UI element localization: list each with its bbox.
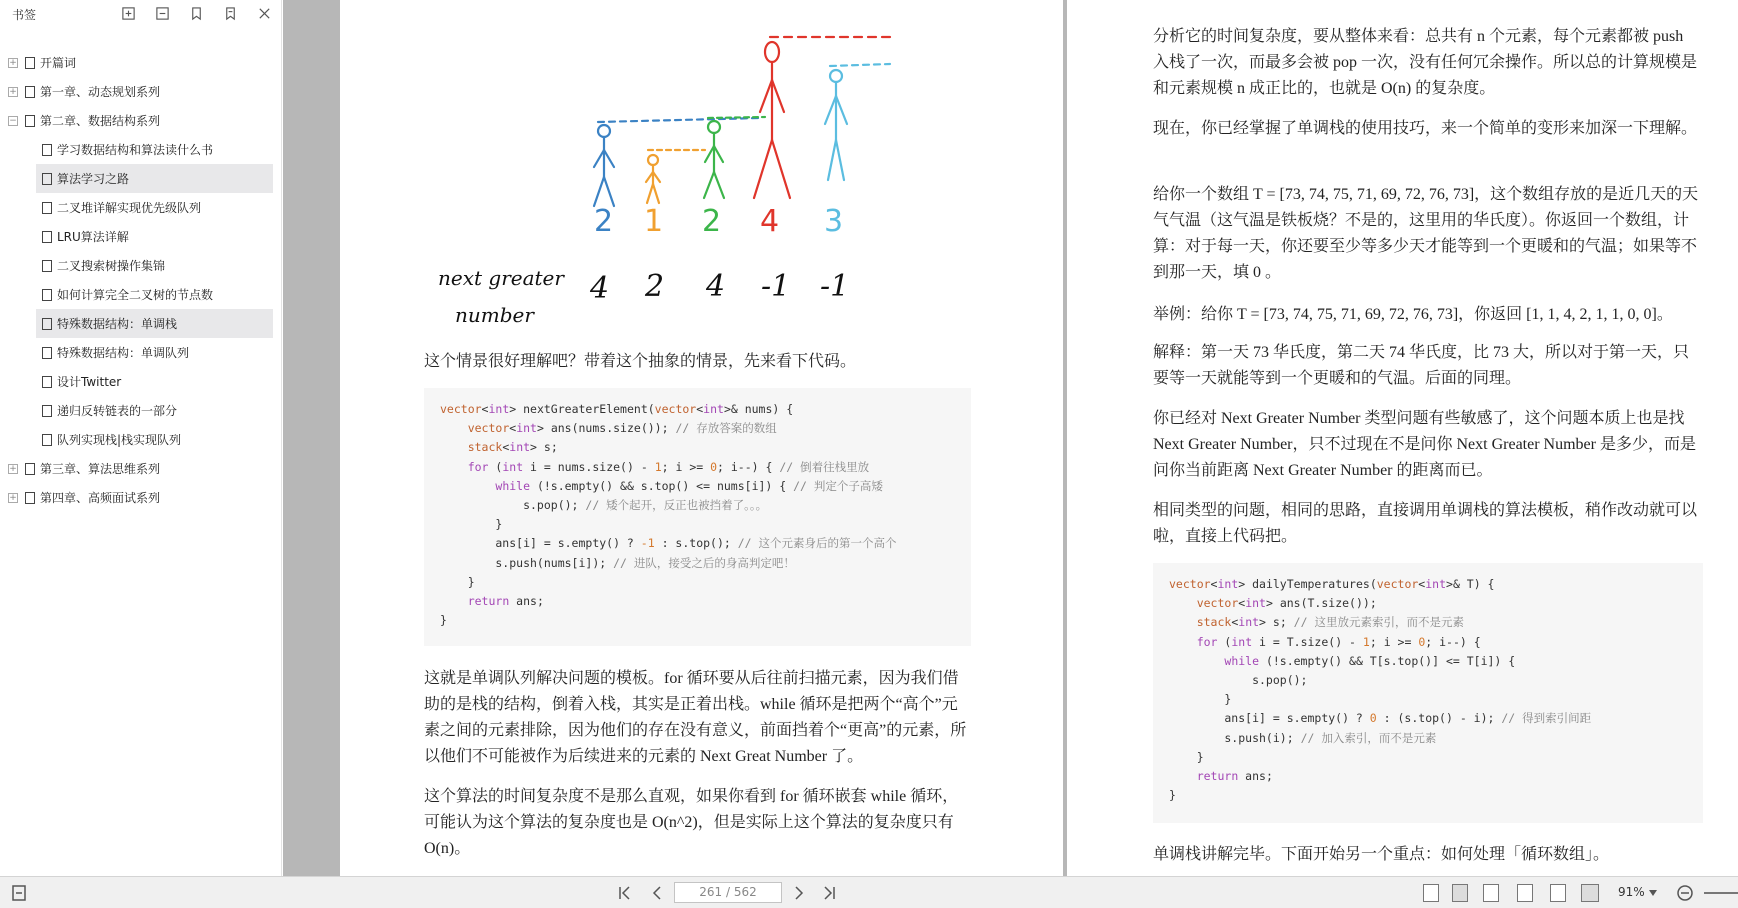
bookmark-item[interactable] (36, 164, 273, 193)
bookmark-icon (25, 492, 35, 504)
code-block-daily-temperatures: vector<int> dailyTemperatures(vector<int>& T) { vector<int> ans(T.size()); stack<int> s; // 这里放元素索引，而不是元素 for (int i = T.size() - 1; i >= 0; i--) { while (!s.empty() && T[s.top()] <= T[i]) { s.pop(); } ans[i] = s.empty() ? 0 : (s.top() - i); // 得到索引间距 s.push(i); // 加入索引，而不是元素 } return ans; } (1153, 563, 1703, 823)
bookmark-icon[interactable] (185, 3, 207, 23)
bookmark-item[interactable] (0, 106, 281, 135)
bookmark-item[interactable] (0, 338, 281, 367)
figure-number-4: 3 (824, 204, 844, 239)
fit-width-view-icon[interactable] (1483, 884, 1499, 902)
single-page-view-icon[interactable] (1423, 884, 1439, 902)
bookmark-add-icon[interactable] (219, 3, 241, 23)
bookmark-icon (42, 289, 52, 301)
bookmark-item[interactable] (0, 222, 281, 251)
zoom-dropdown-icon[interactable] (1646, 883, 1660, 903)
bookmark-icon (25, 115, 35, 127)
bookmark-tree (0, 48, 281, 512)
last-page-icon[interactable] (818, 883, 840, 903)
figure-number-1: 1 (644, 204, 664, 239)
sidebar-toggle-icon[interactable] (10, 883, 28, 903)
paragraph: 单调栈讲解完毕。下面开始另一个重点：如何处理「循环数组」。 (1153, 846, 1610, 863)
bookmark-item[interactable] (0, 193, 281, 222)
answer-1: 2 (645, 269, 665, 304)
expand-icon[interactable]: + (9, 86, 17, 97)
next-page-icon[interactable] (788, 883, 810, 903)
first-page-icon[interactable] (614, 883, 636, 903)
bookmark-item[interactable] (0, 77, 281, 106)
bookmark-label: 第一章、动态规划系列 (40, 85, 161, 99)
bookmark-label: 队列实现栈|栈实现队列 (57, 433, 182, 447)
fit-page-view-icon[interactable] (1452, 884, 1468, 902)
close-icon[interactable] (253, 3, 275, 23)
bookmark-item[interactable] (0, 454, 281, 483)
figure-number-0: 2 (594, 204, 614, 239)
bookmark-label: 二叉搜索树操作集锦 (57, 259, 166, 273)
bookmark-label: 第三章、算法思维系列 (40, 462, 161, 476)
paragraph: 举例：给你 T = [73, 74, 75, 71, 69, 72, 76, 73]，你返回 [1, 1, 4, 2, 1, 1, 0, 0]。 (1153, 306, 1673, 323)
paragraph: 这个情景很好理解吧？带着这个抽象的情景，先来看下代码。 (424, 353, 857, 370)
page-number-field[interactable]: 261 / 562 (674, 882, 782, 903)
stick-figure-illustration (340, 0, 1063, 340)
bookmark-label: 第二章、数据结构系列 (40, 114, 161, 128)
continuous-view-icon[interactable] (1517, 884, 1533, 902)
bookmarks-toolbar (117, 3, 275, 23)
bookmark-item[interactable] (0, 251, 281, 280)
answer-4: -1 (820, 269, 850, 304)
bookmark-label: 递归反转链表的一部分 (57, 404, 178, 418)
bookmark-item[interactable] (0, 483, 281, 512)
bookmark-label: 算法学习之路 (57, 172, 130, 186)
collapse-icon[interactable]: − (9, 115, 17, 126)
status-bar (0, 876, 1738, 908)
answer-2: 4 (706, 269, 726, 304)
bookmark-label: 二叉堆详解实现优先级队列 (57, 201, 202, 215)
expand-icon[interactable]: + (9, 492, 17, 503)
bookmark-icon (25, 86, 35, 98)
bookmark-icon (42, 347, 52, 359)
previous-page-icon[interactable] (646, 883, 668, 903)
bookmark-label: LRU算法详解 (57, 230, 129, 244)
answer-3: -1 (761, 269, 791, 304)
row-label-line2: number (455, 303, 534, 327)
paragraph: 这个算法的时间复杂度不是那么直观，如果你看到 for 循环嵌套 while 循环，可能认为这个算法的复杂度也是 O(n^2)，但是实际上这个算法的复杂度只有 O(n)。 (424, 788, 959, 857)
bookmark-item[interactable] (0, 280, 281, 309)
bookmark-item[interactable] (0, 135, 281, 164)
zoom-slider[interactable] (1704, 892, 1738, 894)
bookmark-icon (42, 260, 52, 272)
bookmark-item[interactable] (0, 48, 281, 77)
paragraph: 解释：第一天 73 华氏度，第二天 74 华氏度，比 73 大，所以对于第一天，只要等一天就能等到一个更暖和的气温。后面的同理。 (1153, 344, 1690, 387)
expand-all-icon[interactable] (117, 3, 139, 23)
paragraph: 现在，你已经掌握了单调栈的使用技巧，来一个简单的变形来加深一下理解。 (1153, 120, 1698, 137)
figure-number-2: 2 (702, 204, 722, 239)
bookmark-item[interactable] (0, 396, 281, 425)
zoom-level[interactable]: 91% (1618, 885, 1645, 899)
bookmark-icon (42, 405, 52, 417)
two-page-view-icon[interactable] (1581, 884, 1599, 902)
bookmark-label: 开篇词 (40, 56, 77, 70)
bookmarks-title: 书签 (12, 7, 37, 22)
bookmark-icon (25, 463, 35, 475)
bookmark-label: 特殊数据结构：单调栈 (57, 317, 178, 331)
expand-icon[interactable]: + (9, 463, 17, 474)
bookmark-label: 特殊数据结构：单调队列 (57, 346, 190, 360)
bookmark-item[interactable] (0, 367, 281, 396)
answer-0: 4 (590, 271, 610, 306)
bookmark-label: 第四章、高频面试系列 (40, 491, 161, 505)
paragraph: 给你一个数组 T = [73, 74, 75, 71, 69, 72, 76, 73]，这个数组存放的是近几天的天气气温（这气温是铁板烧？不是的，这里用的华氏度）。你返回一个数组，计算：对于每一天，你还要至少等多少天才能等到一个更暖和的气温；如果等不到那一天，填 0 。 (1153, 186, 1699, 281)
page-right (1067, 0, 1738, 876)
zoom-out-icon[interactable] (1674, 883, 1696, 903)
paragraph: 分析它的时间复杂度，要从整体来看：总共有 n 个元素，每个元素都被 push 入栈了一次，而最多会被 pop 一次，没有任何冗余操作。所以总的计算规模是和元素规模 n 成正比的，也就是 O(n) 的复杂度。 (1153, 28, 1698, 97)
bookmark-label: 设计Twitter (57, 375, 122, 389)
figure-number-3: 4 (760, 204, 780, 239)
bookmarks-panel (0, 0, 282, 876)
paragraph: 这就是单调队列解决问题的模板。for 循环要从后往前扫描元素，因为我们借助的是栈的结构，倒着入栈，其实是正着出栈。while 循环是把两个“高个”元素之间的元素排除，因为他们的存在没有意义，前面挡着个“更高”的元素，所以他们不可能被作为后续进来的元素的 Next Great Number 了。 (424, 670, 967, 765)
paragraph: 你已经对 Next Greater Number 类型问题有些敏感了，这个问题本质上也是找 Next Greater Number，只不过现在不是问你 Next Greater Number 是多少，而是问你当前距离 Next Greater Number 的距离而已。 (1153, 410, 1696, 479)
bookmark-icon (42, 173, 52, 185)
page-left (340, 0, 1063, 876)
bookmark-icon (42, 376, 52, 388)
bookmark-item[interactable] (0, 425, 281, 454)
bookmark-icon (25, 57, 35, 69)
bookmark-icon (42, 434, 52, 446)
collapse-all-icon[interactable] (151, 3, 173, 23)
bookmark-item[interactable] (36, 309, 273, 338)
code-block-next-greater: vector<int> nextGreaterElement(vector<int>& nums) { vector<int> ans(nums.size()); // 存放答案的数组 stack<int> s; for (int i = nums.size() - 1; i >= 0; i--) { // 倒着往栈里放 while (!s.empty() && s.top() <= nums[i]) { // 判定个子高矮 s.pop(); // 矮个起开，反正也被挡着了。。。 } ans[i] = s.empty() ? -1 : s.top(); // 这个元素身后的第一个高个 s.push(nums[i]); // 进队，接受之后的身高判定吧！ } return ans; } (424, 388, 971, 646)
document-viewport[interactable] (283, 0, 1738, 876)
bookmark-label: 如何计算完全二叉树的节点数 (57, 288, 214, 302)
bookmark-icon (42, 318, 52, 330)
row-label-line1: next greater (438, 266, 564, 290)
bookmark-icon (42, 231, 52, 243)
bookmark-icon (42, 202, 52, 214)
bookmark-label: 学习数据结构和算法读什么书 (57, 143, 214, 157)
expand-icon[interactable]: + (9, 57, 17, 68)
bookmark-icon (42, 144, 52, 156)
paragraph: 相同类型的问题，相同的思路，直接调用单调栈的算法模板，稍作改动就可以啦，直接上代码把。 (1153, 502, 1698, 545)
text-view-icon[interactable] (1550, 884, 1566, 902)
